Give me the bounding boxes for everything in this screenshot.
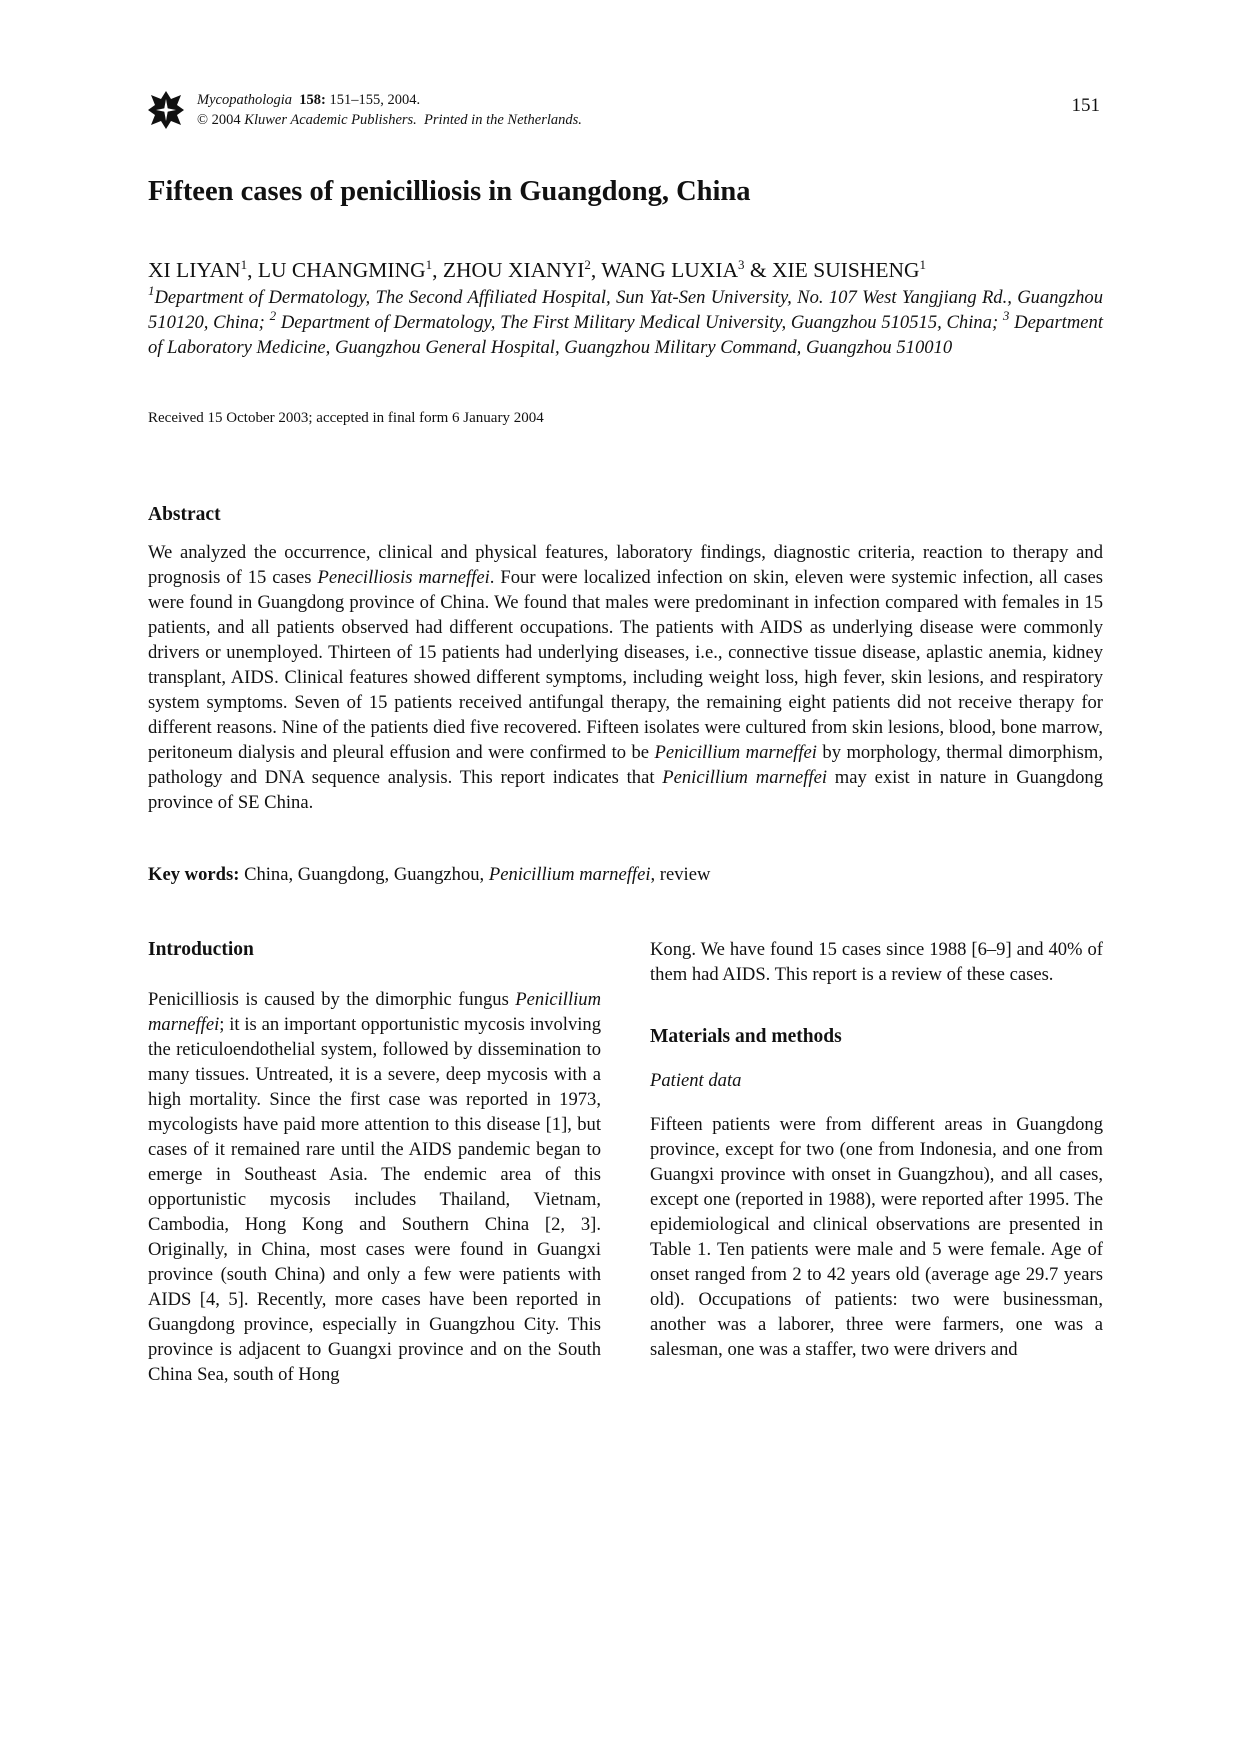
- species-name: Penecilliosis marneffei: [317, 567, 490, 588]
- affiliation-mark: 3: [1002, 308, 1010, 323]
- affiliation-text: Department of Dermatology, The First Military Medical University, Guangzhou 510515, China;: [276, 312, 1003, 333]
- keywords-tail: , review: [650, 864, 711, 885]
- author-affiliation-mark: 1: [919, 257, 927, 272]
- received-dates: Received 15 October 2003; accepted in final form 6 January 2004: [148, 410, 544, 426]
- journal-pages-year: 151–155, 2004.: [329, 92, 421, 108]
- author-affiliation-mark: 3: [738, 257, 745, 272]
- keywords-species: Penicillium marneffei: [488, 864, 651, 885]
- copyright-year: © 2004: [197, 112, 241, 128]
- patient-data-subheading: Patient data: [650, 1070, 742, 1091]
- affiliation-text: Department of Laboratory Medicine, Guangzhou General Hospital, Guangzhou Military Command, Guangzhou 510010: [148, 312, 1103, 358]
- journal-name: Mycopathologia: [197, 92, 293, 108]
- author-affiliation-mark: 1: [240, 257, 248, 272]
- page-number: 151: [1071, 95, 1100, 116]
- author-affiliation-mark: 2: [584, 257, 591, 272]
- author-name: ZHOU XIANYI: [442, 258, 585, 282]
- species-name: Penicillium marneffei: [654, 742, 817, 763]
- introduction-continued-text: Kong. We have found 15 cases since 1988 [6–9] and 40% of them had AIDS. This report is a review of these cases.: [650, 939, 1103, 985]
- species-name: Penicillium marneffei: [148, 989, 601, 1035]
- affiliation-text: Department of Dermatology, The Second Affiliated Hospital, Sun Yat-Sen University, No. 107 West Yangjiang Rd., Guangzhou 510120, China;: [148, 287, 1103, 333]
- methods-heading: Materials and methods: [650, 1026, 842, 1047]
- introduction-text: [148, 987, 601, 1387]
- abstract-heading: Abstract: [148, 504, 221, 525]
- author-separator: ,: [590, 258, 602, 282]
- paper-title: Fifteen cases of penicilliosis in Guangdong, China: [148, 176, 751, 207]
- abstract-text-segment: may exist in nature in Guangdong province of SE China.: [148, 767, 1103, 813]
- abstract-text-segment: . Four were localized infection on skin, eleven were systemic infection, all cases were found in Guangdong province of China. We found that males were predominant in infection compared with females in 15 patients, and all patients observed had different occupations. The patients with AIDS as underlying disease were commonly drivers or unemployed. Thirteen of 15 patients had underlying diseases, i.e., connective tissue disease, aplastic anemia, kidney transplant, AIDS. Clinical features showed different symptoms, including weight loss, high fever, skin lesions, and respiratory system symptoms. Seven of 15 patients received antifungal therapy, the remaining eight patients did not receive therapy for different reasons. Nine of the patients died five recovered. Fifteen isolates were cultured from skin lesions, blood, bone marrow, peritoneum dialysis and pleural effusion and were confirmed to be: [148, 567, 1103, 763]
- affiliation-mark: 2: [269, 308, 277, 323]
- species-name: Penicillium marneffei: [662, 767, 828, 788]
- keywords-text: China, Guangdong, Guangzhou,: [239, 864, 489, 885]
- patient-data-text: Fifteen patients were from different areas in Guangdong province, except for two (one from Indonesia, and one from Guangxi province with onset in Guangzhou), and all cases, except one (reported in 1988), were reported after 1995. The epidemiological and clinical observations are presented in Table 1. Ten patients were male and 5 were female. Age of onset ranged from 2 to 42 years old (average age 29.7 years old). Occupations of patients: two were businessman, another was a laborer, three were farmers, one was a salesman, one was a staffer, two were drivers and: [650, 1114, 1103, 1360]
- introduction-text-segment: ; it is an important opportunistic mycosis involving the reticuloendothelial system, followed by dissemination to many tissues. Untreated, it is a severe, deep mycosis with a high mortality. Since the first case was reported in 1973, mycologists have paid more attention to this disease [1], but cases of it remained rare until the AIDS pandemic began to emerge in Southeast Asia. The endemic area of this opportunistic mycosis includes Thailand, Vietnam, Cambodia, Hong Kong and Southern China [2, 3]. Originally, in China, most cases were found in Guangxi province (south China) and only a few were patients with AIDS [4, 5]. Recently, more cases have been reported in Guangdong province, especially in Guangzhou City. This province is adjacent to Guangxi province and on the South China Sea, south of Hong: [148, 1014, 601, 1385]
- keywords-label: Key words:: [148, 864, 240, 885]
- introduction-text-segment: Penicilliosis is caused by the dimorphic fungus: [148, 989, 516, 1010]
- right-column: [650, 937, 1103, 1362]
- author-separator: ,: [247, 258, 258, 282]
- left-column: [148, 937, 601, 1387]
- affiliations: [148, 285, 1103, 360]
- affiliation-mark: 1: [148, 283, 155, 298]
- journal-citation: [197, 90, 582, 130]
- abstract-text-segment: by morphology, thermal dimorphism, pathology and DNA sequence analysis. This report indicates that: [148, 742, 1103, 788]
- author-affiliation-mark: 1: [425, 257, 433, 272]
- introduction-heading: Introduction: [148, 939, 254, 960]
- journal-line-1: [197, 90, 582, 110]
- publisher-logo-icon: [147, 89, 185, 131]
- keywords: [148, 862, 1103, 887]
- journal-volume: 158:: [299, 92, 326, 108]
- author-separator: ,: [432, 258, 443, 282]
- journal-line-2: [197, 110, 582, 130]
- author-name: LU CHANGMING: [257, 258, 426, 282]
- printed-location: Printed in the Netherlands.: [424, 112, 582, 128]
- author-name: WANG LUXIA: [601, 258, 739, 282]
- author-name: XI LIYAN: [148, 258, 241, 282]
- publisher-name: Kluwer Academic Publishers.: [244, 112, 417, 128]
- author-list: [148, 256, 1108, 284]
- author-name: XIE SUISHENG: [772, 258, 920, 282]
- abstract-text-segment: We analyzed the occurrence, clinical and physical features, laboratory findings, diagnostic criteria, reaction to therapy and prognosis of 15 cases: [148, 542, 1103, 588]
- abstract-text: [148, 540, 1103, 815]
- author-separator: &: [744, 258, 772, 282]
